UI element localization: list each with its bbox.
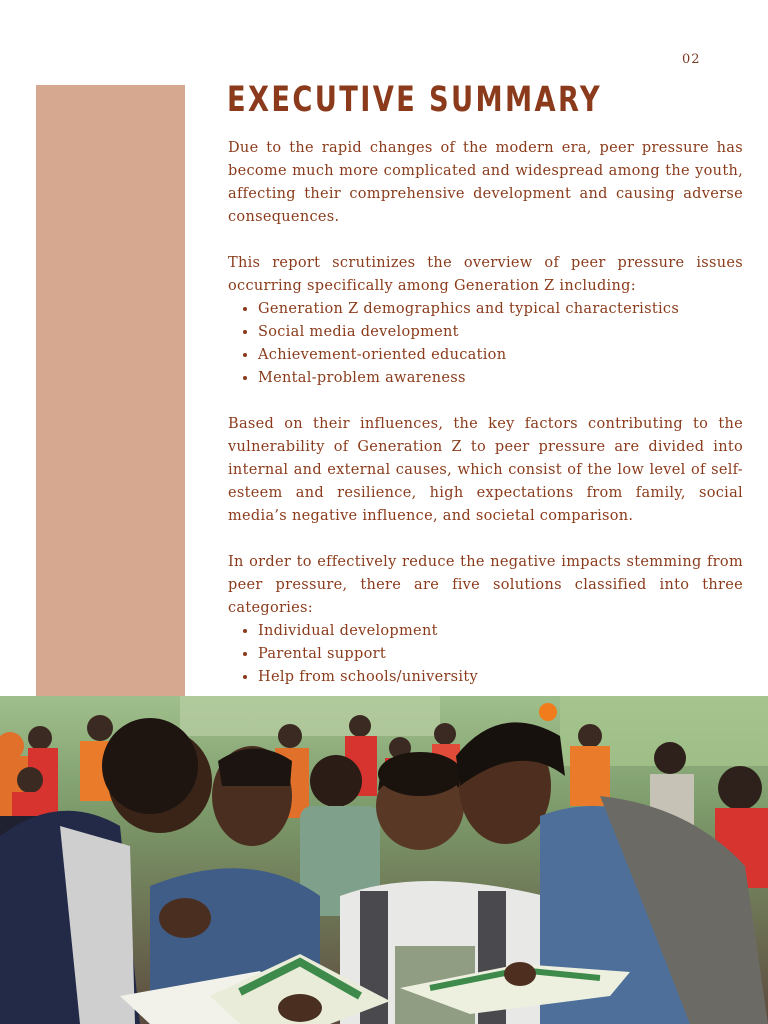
list-item: • Social media development <box>258 321 743 344</box>
list-item: • Achievement-oriented education <box>258 344 743 367</box>
list-item: • Parental support <box>258 643 743 666</box>
scope-list <box>228 298 743 390</box>
students-photo <box>0 696 768 1024</box>
students-photo-illustration <box>0 696 768 1024</box>
solutions-list <box>228 620 743 689</box>
list-item: • Individual development <box>258 620 743 643</box>
solutions-paragraph: In order to effectively reduce the negative impacts stemming from peer pressure, there are five solutions classified into three categories: <box>228 554 743 616</box>
factors-paragraph: Based on their influences, the key factors contributing to the vulnerability of Generation Z to peer pressure are divided into internal and external causes, which consist of the low level of self-esteem and resilience, high expectations from family, social media’s negative influence, and societal comparison. <box>228 416 743 524</box>
page-number: 02 <box>682 52 701 67</box>
scope-paragraph: This report scrutinizes the overview of peer pressure issues occurring specifically among Generation Z including: <box>228 255 743 294</box>
list-item: • Generation Z demographics and typical characteristics <box>258 298 743 321</box>
decorative-side-bar <box>36 85 185 697</box>
section-title: EXECUTIVE SUMMARY <box>227 80 602 120</box>
intro-paragraph: Due to the rapid changes of the modern era, peer pressure has become much more complicated and widespread among the youth, affecting their comprehensive development and causing adverse consequences. <box>228 140 743 225</box>
summary-body <box>228 137 743 689</box>
list-item: • Mental-problem awareness <box>258 367 743 390</box>
list-item: • Help from schools/university <box>258 666 743 689</box>
